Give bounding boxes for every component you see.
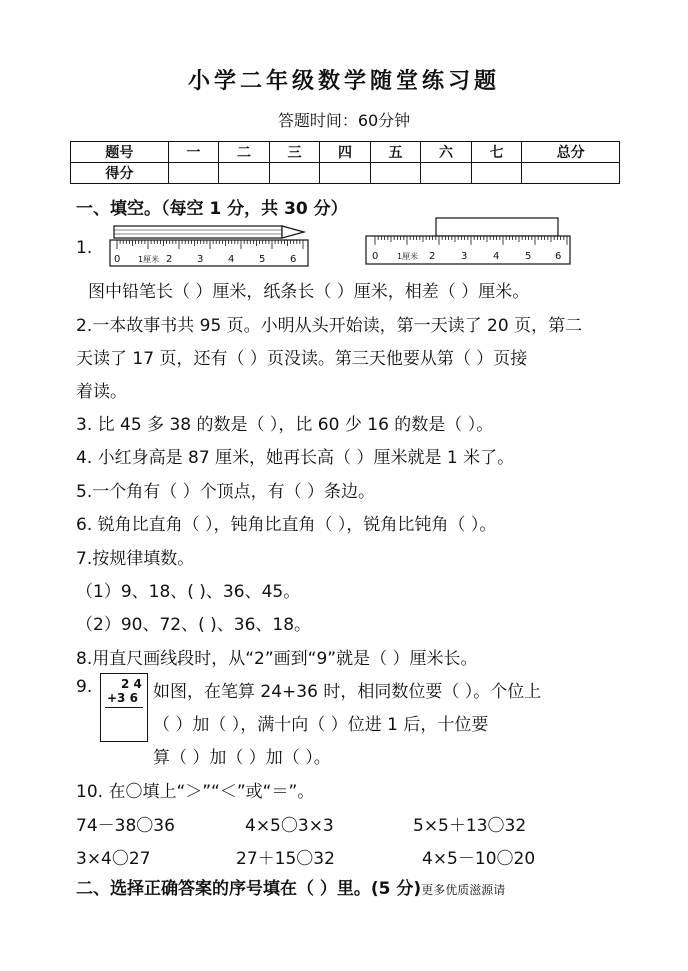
score-blank [269,163,320,184]
q8-text: 8.用直尺画线段时，从“2”画到“9”就是（ ）厘米长。 [76,649,478,669]
addend-bottom: +3 6 [107,691,138,705]
score-table-header-row [71,142,620,163]
q7-part2: （2）90、72、( )、36、18。 [76,615,312,635]
paper-strip-ruler-figure [364,216,574,270]
section2-heading [76,874,505,899]
q9-line3: 算（ ）加（ ）加（ ）。 [153,748,331,768]
score-cell: 七 [471,142,522,163]
q9-line1: 如图，在笔算 24+36 时，相同数位要（ ）。个位上 [153,682,542,702]
score-blank [421,163,472,184]
score-blank [320,163,371,184]
ruler-tick-label: 4 [493,251,500,262]
q7-text: 7.按规律填数。 [76,549,195,569]
ruler-tick-label: 4 [228,254,235,265]
q2-line2: 天读了 17 页，还有（ ）页没读。第三天他要从第（ ）页接 [76,349,528,369]
q10-text: 10. 在〇填上“＞”“＜”或“＝”。 [76,782,315,802]
score-cell: 总分 [522,142,620,163]
q7-part1: （1）9、18、( )、36、45。 [76,582,301,602]
ruler-tick-label: 3 [197,254,204,265]
ruler-tick-label: 6 [290,254,297,265]
score-cell: 一 [168,142,219,163]
page-title: 小学二年级数学随堂练习题 [187,69,500,94]
section1-heading: 一、填空。（每空 1 分，共 30 分） [76,199,348,219]
score-cell: 五 [370,142,421,163]
ruler-tick-label: 3 [461,251,468,262]
addend-top: 2 4 [121,677,142,691]
ruler-tick-label: 5 [525,251,532,262]
ruler-tick-label: 0 [372,251,379,262]
score-blank [370,163,421,184]
q1-text: 图中铅笔长（ ）厘米，纸条长（ ）厘米，相差（ ）厘米。 [88,282,530,302]
section2-heading-text: 二、选择正确答案的序号填在（ ）里。(5 分) [76,879,422,899]
ruler-tick-label: 5 [259,254,266,265]
q9-line2: （ ）加（ ），满十向（ ）位进 1 后，十位要 [153,715,489,735]
ruler-tick-label: 1厘米 [138,255,160,264]
score-table-score-row [71,163,620,184]
pencil-ruler-figure [108,218,310,270]
q3-text: 3. 比 45 多 38 的数是（ ），比 60 少 16 的数是（ ）。 [76,415,494,435]
sum-line [105,707,143,708]
q9-number: 9. [76,677,93,697]
q4-text: 4. 小红身高是 87 厘米，她再长高（ ）厘米就是 1 米了。 [76,448,515,468]
q5-text: 5.一个角有（ ）个顶点，有（ ）条边。 [76,482,376,502]
q10-item: 74－38〇36 [76,816,175,836]
score-blank [168,163,219,184]
score-cell: 三 [269,142,320,163]
q10-item: 3×4〇27 [76,849,151,869]
score-row-label: 得分 [71,163,169,184]
q1-number: 1. [76,238,93,258]
q2-line3: 着读。 [76,382,127,402]
score-cell: 题号 [71,142,169,163]
pencil-icon [114,226,304,238]
q10-item: 5×5＋13〇32 [413,816,527,836]
q10-item: 4×5〇3×3 [245,816,334,836]
score-cell: 二 [219,142,270,163]
q6-text: 6. 锐角比直角（ ），钝角比直角（ ），锐角比钝角（ ）。 [76,515,497,535]
score-cell: 四 [320,142,371,163]
score-blank [522,163,620,184]
score-blank [471,163,522,184]
score-cell: 六 [421,142,472,163]
ruler-tick-label: 1厘米 [397,252,419,261]
score-table [70,141,620,184]
ruler-tick-label: 2 [429,251,436,262]
q10-item: 27＋15〇32 [236,849,335,869]
ruler-tick-label: 0 [114,254,121,265]
time-limit: 答题时间：60分钟 [277,111,411,130]
score-blank [219,163,270,184]
paper-strip [436,218,558,236]
q10-item: 4×5－10〇20 [422,849,536,869]
ruler-tick-label: 6 [555,251,562,262]
q2-line1: 2.一本故事书共 95 页。小明从头开始读，第一天读了 20 页，第二 [76,316,583,336]
promo-note: 更多优质滋源请 [421,883,506,897]
ruler-tick-label: 2 [166,254,173,265]
vertical-addition-box [100,673,148,742]
